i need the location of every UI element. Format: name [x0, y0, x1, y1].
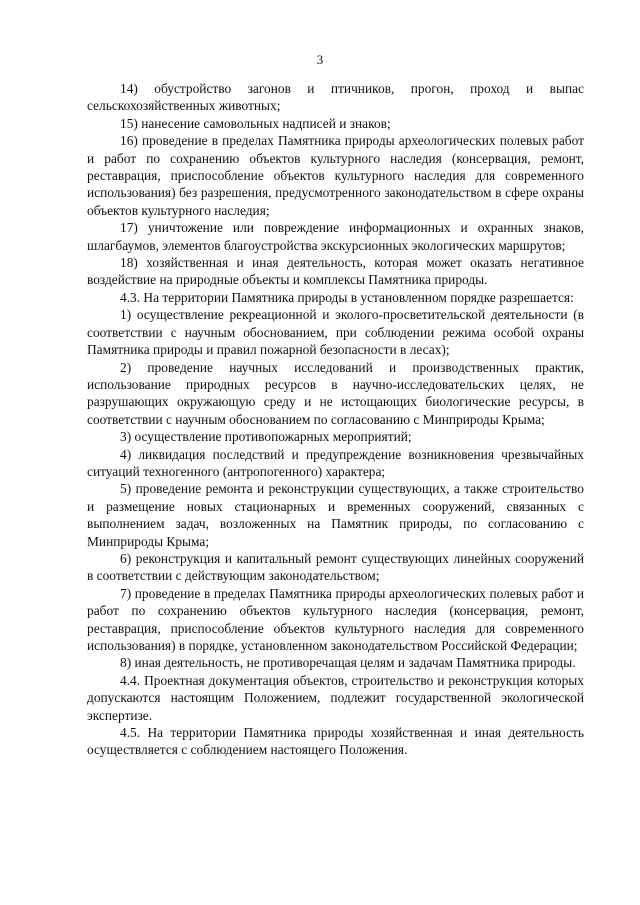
page-number: 3 [316, 52, 324, 67]
allowed-item-6: 6) реконструкция и капитальный ремонт существующих линейных сооружений в соответствии с действующим законодательством; [87, 550, 584, 584]
paragraph-item-18: 18) хозяйственная и иная деятельность, которая может оказать негативное воздействие на природные объекты и комплексы Памятника природы. [87, 255, 584, 288]
allowed-item-7: 7) проведение в пределах Памятника природы археологических полевых работ и работ по сохранению объектов культурного наследия (консервация, ремонт, реставрация, приспособление объектов культурного наследия для современного использования) в порядке, установленном законодательством Российской Федерации; [87, 585, 584, 653]
allowed-item-5: 5) проведение ремонта и реконструкции существующих, а также строительство и размещение новых стационарных и временных сооружений, связанных с выполнением задач, возложенных на Памятник природы, по согласованию с Минприроды Крыма; [87, 481, 584, 549]
allowed-item-8: 8) иная деятельность, не противоречащая целям и задачам Памятника природы. [120, 655, 576, 671]
paragraph-item-15: 15) нанесение самовольных надписей и знаков; [120, 115, 391, 131]
paragraph-item-17: 17) уничтожение или повреждение информационных и охранных знаков, шлагбаумов, элементов благоустройства экскурсионных экологических маршрутов; [87, 220, 584, 253]
allowed-item-2: 2) проведение научных исследований и производственных практик, использование природных ресурсов в научно-исследовательских целях, не разрушающих окружающую среду и не истощающих биологические ресурсы, в соответствии с научным обоснованием по согласованию с Минприроды Крыма; [87, 359, 584, 427]
allowed-item-3: 3) осуществление противопожарных мероприятий; [120, 429, 412, 445]
section-4-3-intro: 4.3. На территории Памятника природы в установленном порядке разрешается: [120, 289, 574, 305]
allowed-item-4: 4) ликвидация последствий и предупреждение возникновения чрезвычайных ситуаций техногенного (антропогенного) характера; [87, 446, 584, 479]
allowed-item-1: 1) осуществление рекреационной и эколого-просветительской деятельности (в соответствии с научным обоснованием, при соблюдении режима особой охраны Памятника природы и правил пожарной безопасности в лесах); [87, 307, 584, 358]
document-body [87, 80, 584, 759]
paragraph-item-16: 16) проведение в пределах Памятника природы археологических полевых работ и работ по сохранению объектов культурного наследия (консервация, ремонт, реставрация, приспособление объектов культурного наследия для современного использования) без разрешения, предусмотренного законодательством в сфере охраны объектов культурного наследия; [87, 133, 584, 218]
section-4-5: 4.5. На территории Памятника природы хозяйственная и иная деятельность осуществляется с соблюдением настоящего Положения. [87, 725, 584, 758]
section-4-4: 4.4. Проектная документация объектов, строительство и реконструкция которых допускаются настоящим Положением, подлежит государственной экологической экспертизе. [87, 672, 584, 723]
paragraph-item-14: 14) обустройство загонов и птичников, прогон, проход и выпас сельскохозяйственных животных; [87, 81, 584, 114]
